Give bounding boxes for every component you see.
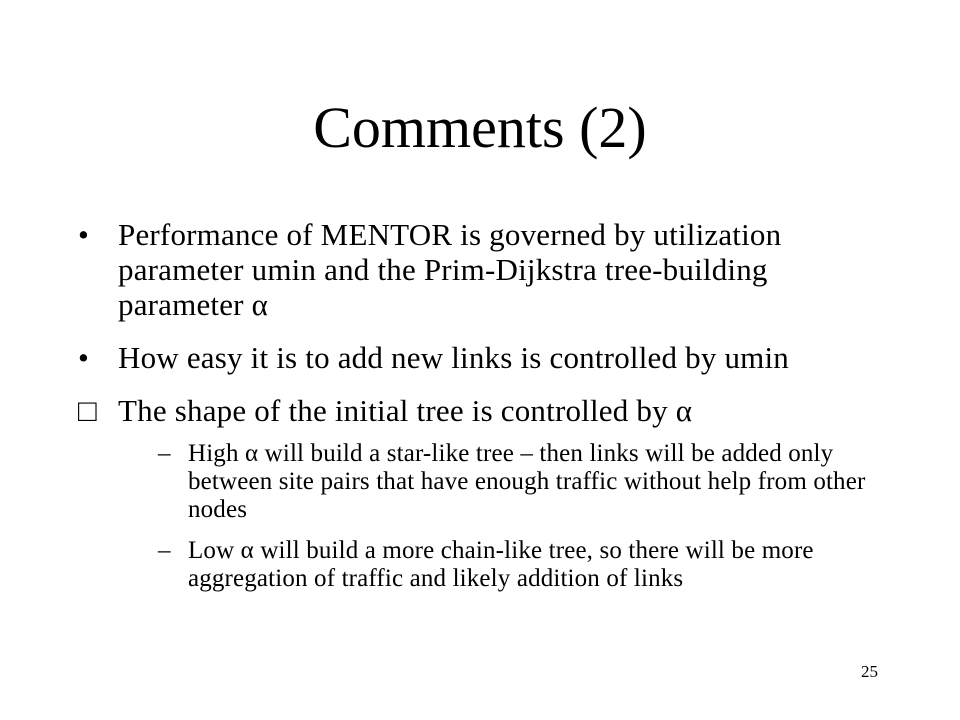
- bullet-text: The shape of the initial tree is controlled by α: [118, 393, 693, 428]
- bullet-item: [78, 340, 898, 375]
- subbullet-marker: –: [158, 537, 171, 564]
- bullet-marker: •: [78, 217, 89, 252]
- subbullet-container: [78, 440, 898, 593]
- subbullet-text: Low α will build a more chain-like tree, so there will be more aggregation of traffic and likely addition of links: [188, 537, 814, 592]
- bullet-item: [78, 217, 898, 322]
- bullet-list: [78, 217, 898, 606]
- subbullet-item: [158, 440, 918, 524]
- subbullet-item: [158, 537, 918, 593]
- bullet-marker: □: [78, 393, 97, 428]
- subbullet-text: High α will build a star-like tree – then links will be added only between site pairs that have enough traffic without help from other nodes: [188, 440, 866, 523]
- slide-title: Comments (2): [313, 95, 647, 160]
- bullet-text: How easy it is to add new links is controlled by umin: [118, 340, 789, 375]
- subbullet-list: [158, 440, 918, 593]
- bullet-text: Performance of MENTOR is governed by utilization parameter umin and the Prim-Dijkstra tree-building parameter α: [118, 217, 782, 322]
- subbullet-marker: –: [158, 440, 171, 467]
- bullet-item: [78, 393, 898, 428]
- bullet-marker: •: [78, 340, 89, 375]
- page-number: 25: [861, 662, 878, 681]
